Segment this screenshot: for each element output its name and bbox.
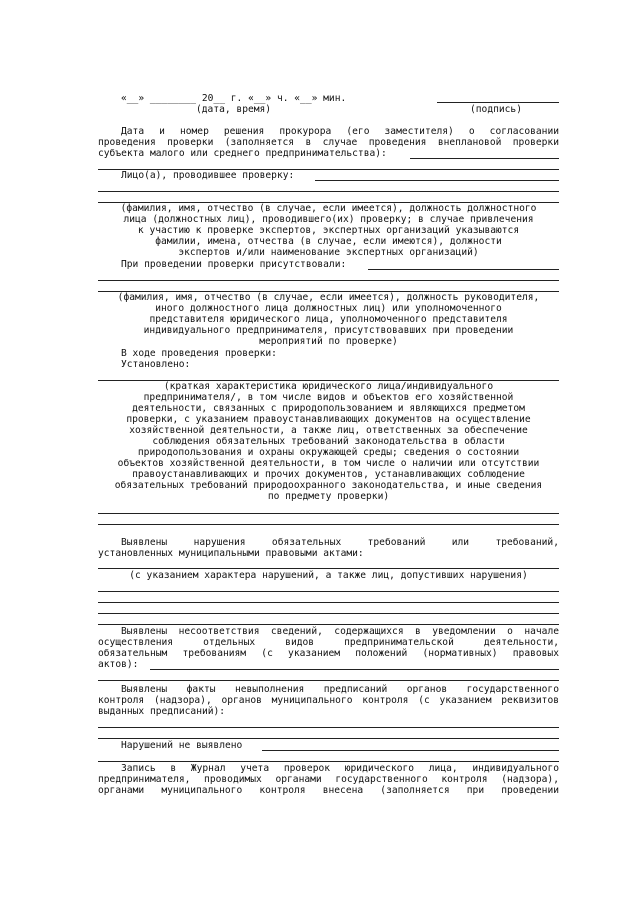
orders-text-line1: Выявлены факты невыполнения предписаний органов государственного (121, 684, 559, 695)
inspector-fill-line (315, 180, 559, 181)
orders-text-line3: выданных предписаний): (98, 706, 226, 717)
established-label: Установлено: (121, 359, 191, 370)
established-caption-5: хозяйственной деятельности, а также лиц, ответственных за обеспечение (129, 425, 528, 436)
violations-fill-line (98, 568, 559, 569)
established-caption-9: правоустанавливающих и прочих документов, устанавливающих соблюдение (132, 469, 525, 480)
mismatch-text-line2: осуществления отдельных видов предпринимательской деятельности, (98, 637, 559, 648)
orders-text-line2: контроля (надзора), органов муниципального контроля (с указанием реквизитов (98, 695, 559, 706)
inspector-fill-line-2 (98, 191, 559, 192)
prosecutor-text-line3: субъекта малого или среднего предпринимательства): (98, 148, 387, 159)
inspector-label: Лицо(а), проводившее проверку: (121, 170, 295, 181)
prosecutor-text-line1: Дата и номер решения прокурора (его заместителя) о согласовании (121, 126, 559, 137)
no-violations-label: Нарушений не выявлено (121, 740, 243, 751)
established-caption-4: проверки, с указанием правоустанавливающих документов на осуществление (126, 414, 531, 425)
violations-fill-line-4 (98, 613, 559, 614)
established-caption-2: предпринимателя/, в том числе видов и объектов его хозяйственной (143, 392, 514, 403)
violations-caption: (с указанием характера нарушений, а также лиц, допустивших нарушения) (129, 570, 528, 581)
orders-fill-line-2 (98, 738, 559, 739)
mismatch-text-line1: Выявлены несоответствия сведений, содержащихся в уведомлении о начале (121, 626, 559, 637)
violations-text-line1: Выявлены нарушения обязательных требований или требований, (121, 537, 559, 548)
established-fill-line-3 (98, 524, 559, 525)
journal-text-line1: Запись в Журнал учета проверок юридического лица, индивидуального (121, 763, 559, 774)
established-fill-line-2 (98, 513, 559, 514)
date-time-caption: (дата, время) (196, 104, 272, 115)
date-time-line: «__» ________ 20__ г. «__» ч. «__» мин. (121, 93, 347, 104)
inspector-caption-2: лица (должностных лиц), проводившего(их) проверку; в случае привлечения (123, 214, 534, 225)
present-caption-2: иного должностного лица должностных лиц) или уполномоченного (155, 303, 502, 314)
mismatch-text-line4: актов): (98, 659, 139, 670)
prosecutor-fill-line (410, 158, 559, 159)
inspection-course-label: В ходе проведения проверки: (121, 348, 277, 359)
violations-fill-line-2 (98, 591, 559, 592)
present-fill-line-2 (98, 280, 559, 281)
present-caption-1: (фамилия, имя, отчество (в случае, если имеется), должность руководителя, (117, 292, 540, 303)
no-violations-fill-line-2 (98, 761, 559, 762)
present-label: При проведении проверки присутствовали: (121, 259, 347, 270)
orders-fill-line (98, 727, 559, 728)
signature-line (437, 102, 559, 103)
inspector-caption-3: к участию к проверке экспертов, экспертных организаций указываются (137, 225, 520, 236)
journal-text-line2: предпринимателя, проводимых органами государственного контроля (надзора), (98, 774, 559, 785)
present-caption-4: индивидуального предпринимателя, присутствовавших при проведении (143, 325, 514, 336)
established-caption-11: по предмету проверки) (267, 491, 390, 502)
journal-text-line3: органами муниципального контроля внесена (заполняется при проведении (98, 785, 559, 796)
established-caption-6: соблюдения обязательных требований законодательства в области (152, 436, 505, 447)
inspector-caption-4: фамилии, имена, отчества (в случае, если имеются), должности (155, 236, 502, 247)
prosecutor-text-line2: проведения проверки (заполняется в случае проведения внеплановой проверки (98, 137, 559, 148)
mismatch-fill-line-2 (98, 680, 559, 681)
violations-fill-line-3 (98, 602, 559, 603)
established-caption-10: обязательных требований природоохранного законодательства, и иные сведения (114, 480, 543, 491)
present-caption-3: представителя юридического лица, уполномоченного представителя (149, 314, 508, 325)
established-caption-3: деятельности, связанных с природопользованием и являющихся предметом (132, 403, 525, 414)
no-violations-fill-line (262, 750, 559, 751)
present-fill-line (368, 269, 559, 270)
mismatch-fill-line (150, 669, 559, 670)
established-caption-7: природопользования и охраны окружающей среды; сведения о состоянии (137, 447, 520, 458)
present-caption-5: мероприятий по проверке) (259, 336, 398, 347)
established-caption-8: объектов хозяйственной деятельности, в том числе о наличии или отсутствии (117, 458, 540, 469)
violations-text-line2: установленных муниципальными правовыми актами: (98, 548, 364, 559)
inspector-caption-1: (фамилия, имя, отчество (в случае, если имеется), должность должностного (120, 203, 537, 214)
inspector-caption-5: экспертов и/или наименование экспертных организаций) (178, 247, 479, 258)
established-caption-1: (краткая характеристика юридического лица/индивидуального (163, 381, 494, 392)
mismatch-text-line3: обязательным требованиям (с указанием положений (нормативных) правовых (98, 648, 559, 659)
violations-fill-line-5 (98, 624, 559, 625)
signature-caption: (подпись) (470, 104, 522, 115)
